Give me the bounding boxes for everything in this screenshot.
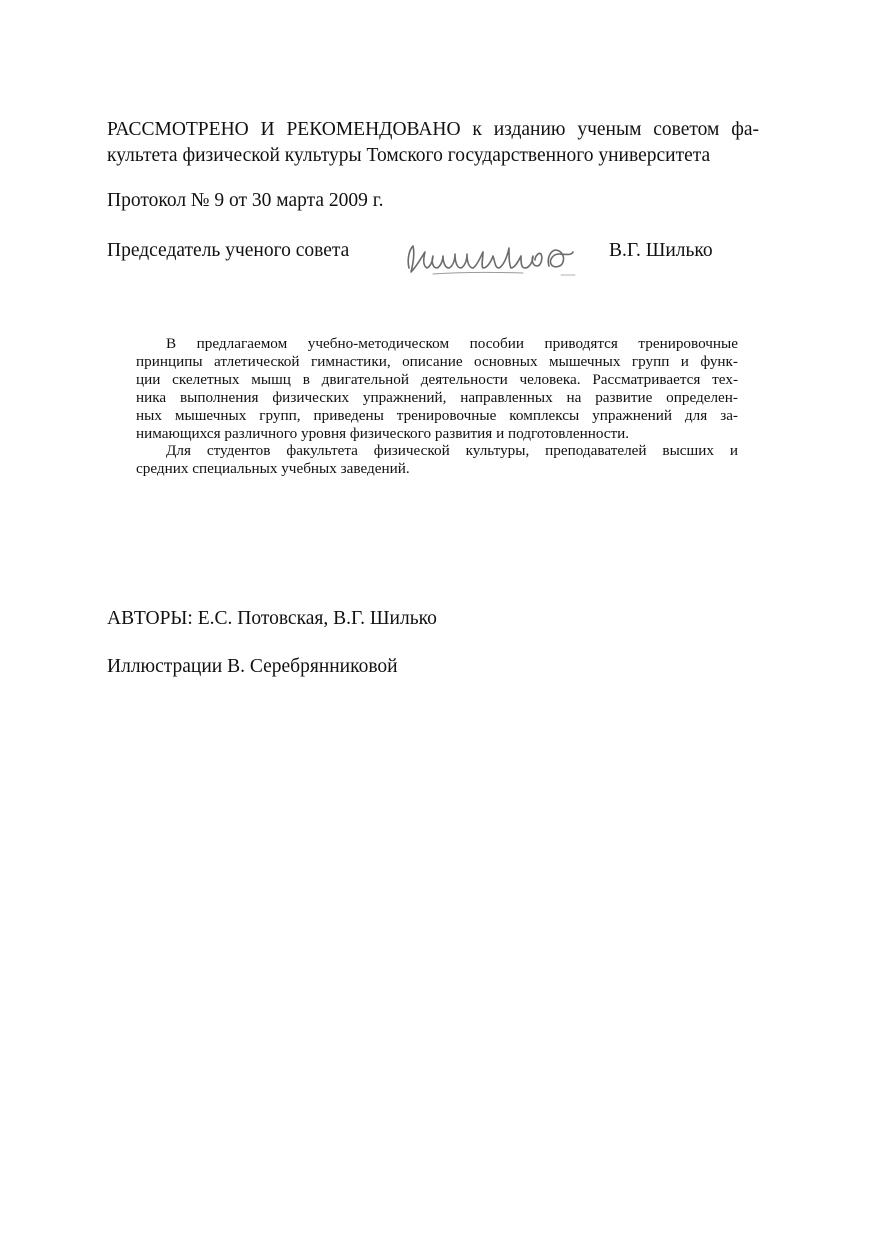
annotation-line: В предлагаемом учебно-методическом пособии приводятся тренировочные	[166, 335, 738, 352]
annotation-line: ника выполнения физических упражнений, направленных на развитие определен-	[136, 388, 738, 406]
annotation	[136, 335, 738, 478]
chair-label: Председатель ученого совета	[107, 240, 350, 261]
approval-line-2: культета физической культуры Томского государственного университета	[107, 145, 711, 166]
annotation-line: ных мышечных групп, приведены тренировочные комплексы упражнений для за-	[136, 406, 738, 424]
protocol-line: Протокол № 9 от 30 марта 2009 г.	[107, 190, 384, 211]
annotation-line: ции скелетных мышц в двигательной деятельности человека. Рассматривается тех-	[136, 370, 738, 388]
signature	[403, 238, 583, 280]
illustrations-line: Иллюстрации В. Серебрянниковой	[107, 656, 398, 677]
annotation-line: Для студентов факультета физической культуры, преподавателей высших и	[166, 442, 738, 460]
approval-statement	[107, 117, 759, 169]
annotation-line: средних специальных учебных заведений.	[136, 460, 410, 478]
chair-row	[107, 238, 747, 278]
annotation-line: нимающихся различного уровня физического развития и подготовленности.	[136, 424, 630, 442]
annotation-line: принципы атлетической гимнастики, описание основных мышечных групп и функ-	[136, 352, 738, 370]
annotation-paragraph-1	[136, 335, 738, 442]
chair-name: В.Г. Шилько	[609, 240, 713, 261]
annotation-paragraph-2	[136, 442, 738, 478]
approval-line-1: РАССМОТРЕНО И РЕКОМЕНДОВАНО к изданию ученым советом фа-	[107, 119, 759, 140]
authors-line: АВТОРЫ: Е.С. Потовская, В.Г. Шилько	[107, 608, 437, 629]
